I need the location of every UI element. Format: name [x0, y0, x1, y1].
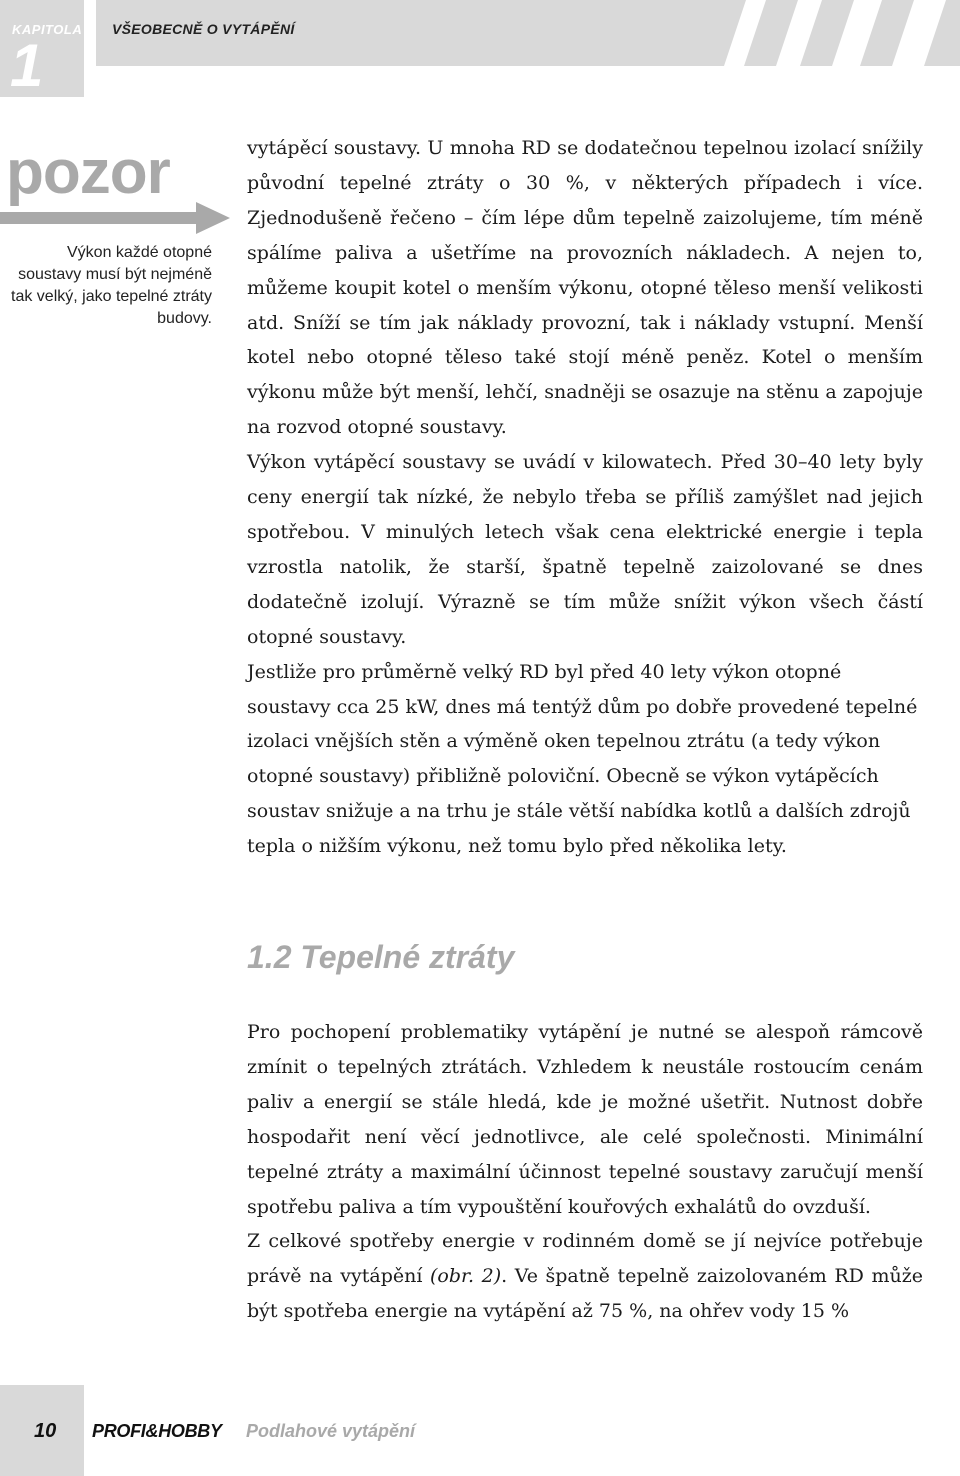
body-text-top: [247, 131, 923, 864]
pozor-note: Výkon každé otopné soustavy musí být nejméně tak velký, jako tepelné ztráty budovy.: [11, 244, 212, 327]
footer-subtitle: Podlahové vytápění: [246, 1421, 416, 1441]
page-number: 10: [34, 1420, 57, 1442]
section-heading: 1.2 Tepelné ztráty: [247, 939, 515, 975]
chapter-title: VŠEOBECNĚ O VYTÁPĚNÍ: [112, 21, 295, 37]
figure-reference: (obr. 2): [429, 1265, 502, 1288]
paragraph: Jestliže pro průměrně velký RD byl před 40 lety výkon otopné soustavy cca 25 kW, dnes má tentýž dům po dobře provedené tepelné izolaci vnějších stěn a výměně oken tepelnou ztrátu (a tedy výkon otopné soustavy) přibližně poloviční. Obecně se výkon vytápěcích soustav snižuje a na trhu je stále větší nabídka kotlů a dalších zdrojů tepla o nižším výkonu, než tomu bylo před několika lety.: [247, 660, 918, 858]
header-band: [96, 0, 960, 66]
pozor-title: pozor: [6, 138, 170, 207]
chapter-label: KAPITOLA: [12, 22, 83, 37]
footer-brand: PROFI&HOBBY: [92, 1421, 222, 1441]
paragraph: Výkon vytápěcí soustavy se uvádí v kilowatech. Před 30–40 lety byly ceny energií tak nízké, že nebylo třeba se příliš zamýšlet nad jejich spotřebou. V minulých letech však cena elektrické energie i tepla vzrostla natolik, že starší, špatně tepelně zaizolované se dnes dodatečně izolují. Výrazně se tím může snížit výkon všech částí otopné soustavy.: [247, 451, 923, 648]
paragraph-text: . Ve špatně tepelně zaizolovaném RD může být spotřeba energie na vytápění až 75 %, na ohřev vody 15 %: [247, 1265, 923, 1323]
chapter-box: [0, 0, 84, 97]
chapter-number: 1: [10, 32, 44, 99]
paragraph: Pro pochopení problematiky vytápění je nutné se alespoň rámcově zmínit o tepelných ztrátách. Vzhledem k neustále rostoucím cenám paliv a energií se stále hledá, kde je možné ušetřit. Nutnost dobře hospodařit není věcí jednotlivce, ale celé společnosti. Minimální tepelné ztráty a maximální účinnost tepelné soustavy zaručují menší spotřebu paliva a tím vypouštění kouřových exhalátů do ovzduší.: [247, 1021, 923, 1218]
paragraph-text: Z celkové spotřeby energie v rodinném domě se jí nejvíce potřebuje právě na vytápění: [247, 1230, 923, 1288]
stripes-decoration-icon: [700, 0, 960, 66]
arrow-right-icon: [0, 200, 234, 236]
paragraph: [247, 1224, 923, 1329]
body-text-section: [247, 1015, 923, 1329]
paragraph: vytápěcí soustavy. U mnoha RD se dodatečnou tepelnou izolací snížily původní tepelné ztráty o 30 %, v některých případech i více. Zjednodušeně řečeno – čím lépe dům tepelně zaizolujeme, tím méně spálíme paliva a ušetříme na provozních nákladech. A nejen to, můžeme koupit kotel o menším výkonu, otopné těleso menší velikosti atd. Sníží se tím jak náklady provozní, tak i náklady vstupní. Menší kotel nebo otopné těleso také stojí méně peněz. Kotel o menším výkonu může být menší, lehčí, snadněji se osazuje na stěnu a zapojuje na rozvod otopné soustavy.: [247, 137, 923, 439]
